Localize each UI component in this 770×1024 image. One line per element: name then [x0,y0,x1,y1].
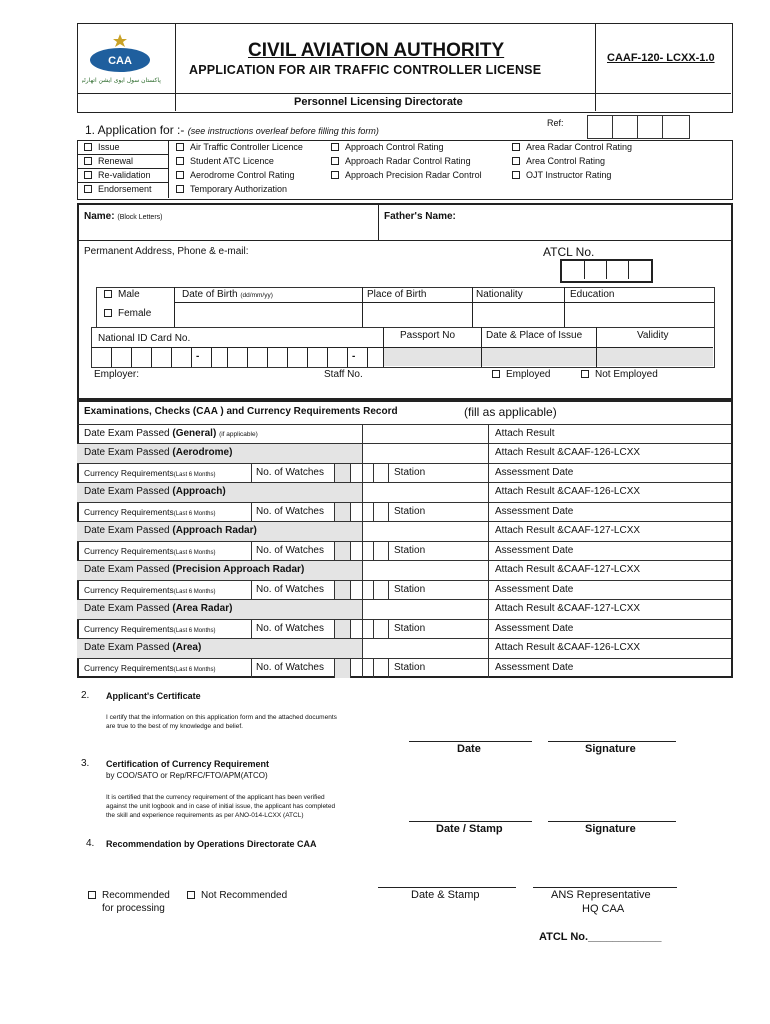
form-title: APPLICATION FOR AIR TRAFFIC CONTROLLER LICENSE [189,63,542,77]
nid-cell-divider [367,347,368,367]
checkbox-area-radar[interactable]: Area Radar Control Rating [512,143,632,152]
atcl-cell-1 [584,261,585,279]
application-label: 1. Application for :- (see instructions overleaf before filling this form) [85,123,379,137]
station-label: Station [394,466,426,478]
svg-text:پاکستان سول ایوی ایشن اتھارٹی: پاکستان سول ایوی ایشن اتھارٹی [82,77,161,84]
nid-cell-divider [267,347,268,367]
nid-cell-divider [227,347,228,367]
nid-cell-divider [131,347,132,367]
checkbox-not-employed[interactable]: Not Employed [581,370,658,380]
recommend-title: Recommendation by Operations Directorate CAA [106,839,317,849]
assessment-label: Assessment Date [495,583,574,595]
currency-date-label: Date / Stamp [436,823,503,835]
recommend-sign-line[interactable] [533,887,677,888]
general-label: Date Exam Passed (General) (if applicable) [84,428,258,439]
currency-text-2: against the unit logbook and in case of initial issue, the applicant has completed [106,803,336,810]
assessment-label: Assessment Date [495,505,574,517]
currency-label: Currency Requirements(Last 6 Months) [84,662,216,673]
currency-by: by COO/SATO or Rep/RFC/FTO/APM(ATCO) [106,771,268,780]
nid-cell-divider [247,347,248,367]
currency-text-1: It is certified that the currency requirement of the applicant has been verified [106,794,325,801]
recommend-num: 4. [86,838,95,849]
exams-fill-note: (fill as applicable) [464,405,557,419]
ref-box-4[interactable] [662,115,690,139]
nid-cell-divider [191,347,192,367]
checkbox-approach-precision[interactable]: Approach Precision Radar Control [331,171,482,180]
final-atcl-label[interactable]: ATCL No.____________ [539,931,662,943]
nid-cell-divider [171,347,172,367]
cert-title: Applicant's Certificate [106,691,201,701]
ref-box-2[interactable] [612,115,638,139]
watches-label: No. of Watches [256,583,324,595]
currency-text-3: the skill and experience requirements as per ANO-014-LCXX (ATCL) [106,812,304,819]
nid-cell-divider [347,347,348,367]
cert-sign-label: Signature [585,743,636,755]
exam-passed-label: Date Exam Passed (Aerodrome) [84,447,233,458]
watches-label: No. of Watches [256,505,324,517]
pob-label: Place of Birth [367,289,427,300]
currency-label: Currency Requirements(Last 6 Months) [84,506,216,517]
currency-label: Currency Requirements(Last 6 Months) [84,623,216,634]
currency-label: Currency Requirements(Last 6 Months) [84,545,216,556]
directorate-title: Personnel Licensing Directorate [294,96,463,108]
for-processing-label: for processing [102,903,165,914]
currency-num: 3. [81,758,90,769]
watches-label: No. of Watches [256,544,324,556]
option-line-1 [77,154,168,155]
exam-attach-label: Attach Result &CAAF-126-LCXX [495,642,641,653]
exam-passed-label: Date Exam Passed (Approach Radar) [84,525,257,536]
address-label[interactable]: Permanent Address, Phone & e-mail: [84,246,249,257]
passport-input-shade[interactable] [384,348,713,366]
exam-attach-label: Attach Result &CAAF-127-LCXX [495,603,641,614]
station-label: Station [394,505,426,517]
validity-label: Validity [637,330,669,341]
watches-label: No. of Watches [256,622,324,634]
station-label: Station [394,544,426,556]
checkbox-issue[interactable]: Issue [84,143,120,152]
dob-divider-3 [472,287,473,327]
option-line-2 [77,168,168,169]
currency-sign-label: Signature [585,823,636,835]
nid-cell-divider [111,347,112,367]
checkbox-not-recommended[interactable]: Not Recommended [187,891,287,901]
exam-passed-label: Date Exam Passed (Approach) [84,486,226,497]
general-attach: Attach Result [495,428,555,439]
father-name-label[interactable]: Father's Name: [384,211,456,222]
checkbox-female[interactable]: Female [104,309,151,319]
header-divider-lower [77,93,731,94]
form-code: CAAF-120- LCXX-1.0 [607,52,715,64]
cert-text-1: I certify that the information on this application form and the attached documents [106,714,337,721]
checkbox-recommended[interactable]: Recommended [88,891,170,901]
nid-dash-2: - [352,351,356,362]
currency-sign-line[interactable] [548,821,676,822]
cert-num: 2. [81,690,90,701]
checkbox-aerodrome-rating[interactable]: Aerodrome Control Rating [176,171,295,180]
ref-label: Ref: [547,118,564,128]
svg-text:CAA: CAA [108,55,132,67]
ref-box-1[interactable] [587,115,613,139]
station-label: Station [394,622,426,634]
cert-date-line[interactable] [409,741,532,742]
currency-label: Currency Requirements(Last 6 Months) [84,584,216,595]
dob-header-line [174,302,714,303]
recommend-date-line[interactable] [378,887,516,888]
dob-divider-1 [174,287,175,327]
assessment-label: Assessment Date [495,544,574,556]
dob-label: Date of Birth (dd/mm/yy) [182,289,273,300]
station-label: Station [394,583,426,595]
checkbox-approach-rating[interactable]: Approach Control Rating [331,143,444,152]
header-divider-right [595,23,596,111]
name-label[interactable]: Name: (Block Letters) [84,211,163,222]
exam-passed-label: Date Exam Passed (Area Radar) [84,603,233,614]
exam-attach-label: Attach Result &CAAF-126-LCXX [495,447,641,458]
exam-attach-label: Attach Result &CAAF-127-LCXX [495,564,641,575]
station-label: Station [394,661,426,673]
caa-logo [82,32,172,87]
ref-box-3[interactable] [637,115,663,139]
watches-label: No. of Watches [256,466,324,478]
cert-sign-line[interactable] [548,741,676,742]
exams-title: Examinations, Checks (CAA ) and Currency Requirements Record [84,406,398,417]
authority-title: CIVIL AVIATION AUTHORITY [248,40,505,61]
currency-label: Currency Requirements(Last 6 Months) [84,467,216,478]
dob-divider-2 [362,287,363,327]
nid-dash-1: - [196,351,200,362]
currency-title: Certification of Currency Requirement [106,759,270,769]
exam-attach-label: Attach Result &CAAF-126-LCXX [495,486,641,497]
checkbox-ojt-instructor[interactable]: OJT Instructor Rating [512,171,611,180]
checkbox-approach-radar[interactable]: Approach Radar Control Rating [331,157,471,166]
nid-cell-divider [211,347,212,367]
checkbox-area-control[interactable]: Area Control Rating [512,157,605,166]
checkbox-renewal[interactable]: Renewal [84,157,133,166]
nid-cell-divider [307,347,308,367]
options-divider [168,140,169,198]
nid-cell-divider [287,347,288,367]
passport-label: Passport No [400,330,456,341]
assessment-label: Assessment Date [495,622,574,634]
atcl-label: ATCL No. [543,245,595,259]
header-divider-left [175,23,176,111]
atcl-cell-3 [628,261,629,279]
issue-label: Date & Place of Issue [486,330,583,341]
id-divider-2b [481,347,482,367]
name-row-line [77,240,731,241]
option-line-3 [77,182,168,183]
id-divider-3b [596,347,597,367]
watches-label: No. of Watches [256,661,324,673]
currency-date-line[interactable] [409,821,532,822]
dob-divider-4 [564,287,565,327]
staff-no-label[interactable]: Staff No. [324,369,363,380]
cert-date-label: Date [457,743,481,755]
nationality-label: Nationality [476,289,523,300]
education-label: Education [570,289,615,300]
recommend-date-label: Date & Stamp [411,889,480,901]
checkbox-male[interactable]: Male [104,290,140,300]
atcl-cell-2 [606,261,607,279]
checkbox-employed[interactable]: Employed [492,370,550,380]
exam-passed-label: Date Exam Passed (Precision Approach Radar) [84,564,305,575]
checkbox-temporary-auth[interactable]: Temporary Authorization [176,185,287,194]
checkbox-endorsement[interactable]: Endorsement [84,185,152,194]
assessment-label: Assessment Date [495,466,574,478]
nid-cell-divider [327,347,328,367]
nid-label: National ID Card No. [98,333,191,344]
logo-emblem-icon [82,32,172,87]
checkbox-student-atc[interactable]: Student ATC Licence [176,157,274,166]
ans-rep-label: ANS Representative [551,889,651,901]
name-divider [378,205,379,240]
hq-caa-label: HQ CAA [582,903,625,915]
nid-cell-divider [151,347,152,367]
assessment-label: Assessment Date [495,661,574,673]
checkbox-revalidation[interactable]: Re-validation [84,171,151,180]
cert-text-2: are true to the best of my knowledge and belief. [106,723,243,730]
employer-label[interactable]: Employer: [94,369,140,380]
exam-passed-label: Date Exam Passed (Area) [84,642,202,653]
checkbox-atc-licence[interactable]: Air Traffic Controller Licence [176,143,303,152]
exam-attach-label: Attach Result &CAAF-127-LCXX [495,525,641,536]
